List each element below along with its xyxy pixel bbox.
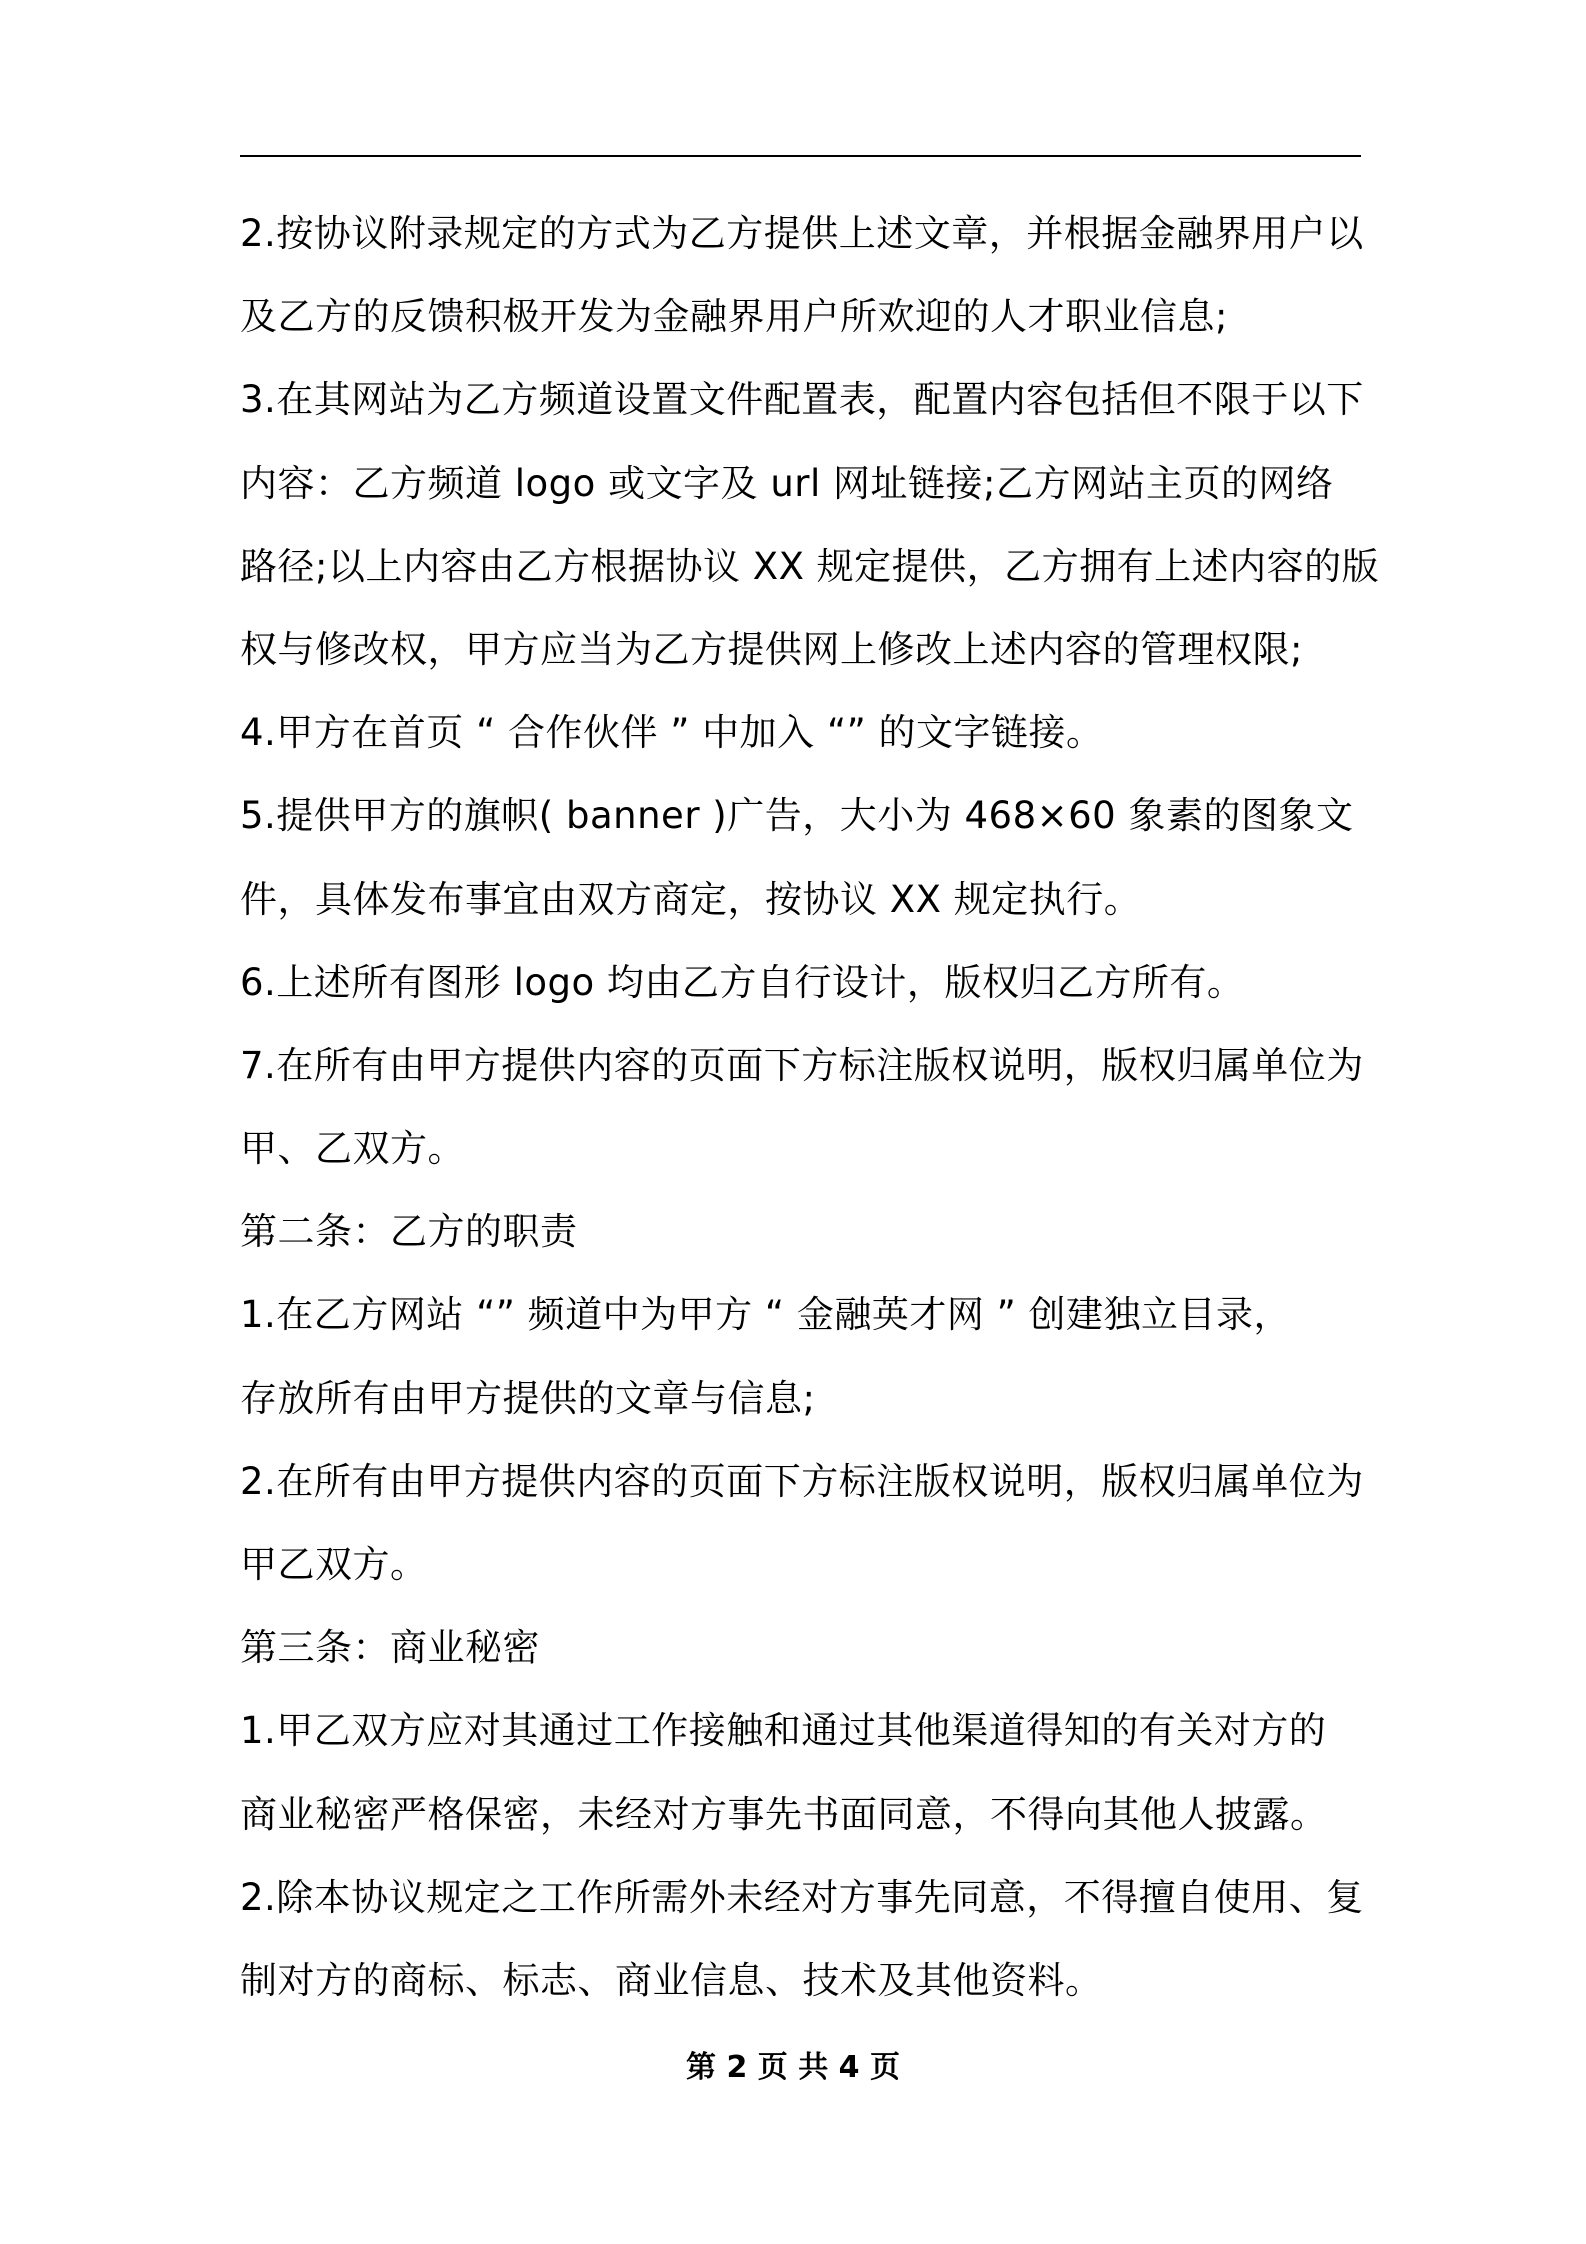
section-heading: 第三条：商业秘密: [240, 1626, 540, 1670]
text-line: 及乙方的反馈积极开发为金融界用户所欢迎的人才职业信息;: [240, 295, 1228, 339]
section-heading: 第二条：乙方的职责: [240, 1210, 578, 1254]
text-line: 6.上述所有图形 logo 均由乙方自行设计，版权归乙方所有。: [240, 960, 1245, 1004]
text-line: 2.在所有由甲方提供内容的页面下方标注版权说明，版权归属单位为: [240, 1459, 1364, 1503]
text-line: 存放所有由甲方提供的文章与信息;: [240, 1376, 816, 1420]
text-line: 甲乙双方。: [240, 1543, 428, 1586]
text-line: 制对方的商标、标志、商业信息、技术及其他资料。: [240, 1958, 1103, 2002]
text-line: 1.在乙方网站 “” 频道中为甲方 “ 金融英才网 ” 创建独立目录，: [240, 1293, 1292, 1337]
text-line: 内容：乙方频道 logo 或文字及 url 网址链接;乙方网站主页的网络: [240, 461, 1334, 505]
text-line: 路径;以上内容由乙方根据协议 XX 规定提供，乙方拥有上述内容的版: [240, 544, 1380, 588]
text-line: 甲、乙双方。: [240, 1127, 465, 1171]
text-line: 5.提供甲方的旗帜( banner )广告，大小为 468×60 象素的图象文: [240, 794, 1354, 838]
text-line: 权与修改权，甲方应当为乙方提供网上修改上述内容的管理权限;: [240, 627, 1303, 671]
text-line: 1.甲乙双方应对其通过工作接触和通过其他渠道得知的有关对方的: [240, 1709, 1327, 1753]
text-line: 2.除本协议规定之工作所需外未经对方事先同意，不得擅自使用、复: [240, 1875, 1364, 1919]
text-line: 商业秘密严格保密，未经对方事先书面同意，不得向其他人披露。: [240, 1792, 1328, 1836]
text-line: 件，具体发布事宜由双方商定，按协议 XX 规定执行。: [240, 877, 1142, 921]
page-number: 第 2 页 共 4 页: [686, 2050, 900, 2085]
text-line: 7.在所有由甲方提供内容的页面下方标注版权说明，版权归属单位为: [240, 1043, 1364, 1087]
header-rule: [240, 155, 1361, 157]
document-body: [240, 192, 1380, 2022]
text-line: 4.甲方在首页 “ 合作伙伴 ” 中加入 “” 的文字链接。: [240, 711, 1104, 755]
text-line: 2.按协议附录规定的方式为乙方提供上述文章，并根据金融界用户以: [240, 212, 1364, 255]
text-line: 3.在其网站为乙方频道设置文件配置表，配置内容包括但不限于以下: [240, 378, 1364, 422]
